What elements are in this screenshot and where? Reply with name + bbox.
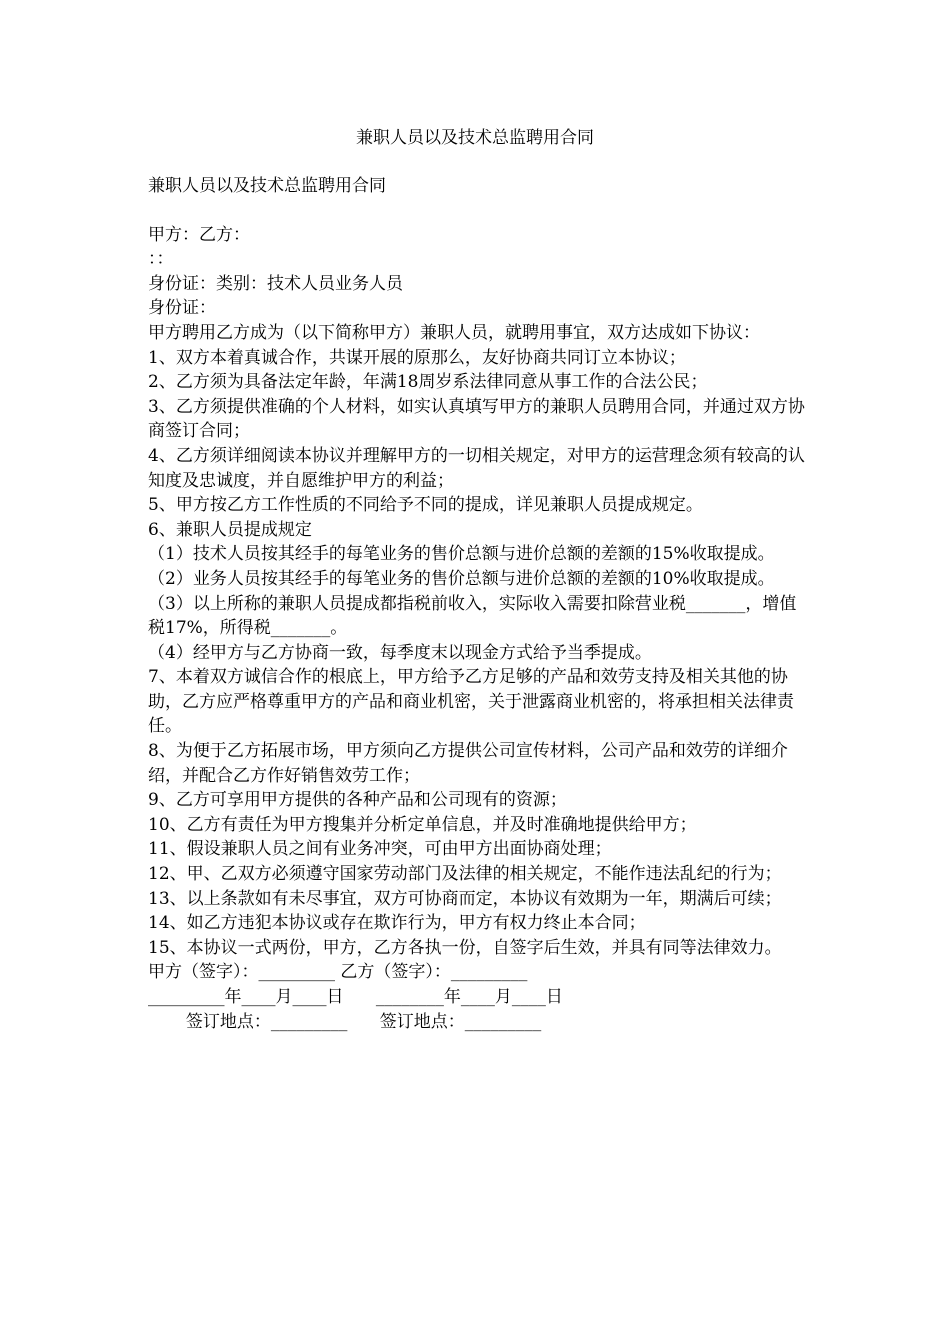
signing-place-line: 签订地点：_________ 签订地点：_________ <box>148 1011 542 1032</box>
id-category-line: 身份证：类别：技术人员业务人员 <box>148 273 403 294</box>
clause-14: 14、如乙方违犯本协议或存在欺诈行为，甲方有权力终止本合同； <box>148 913 646 934</box>
document-title: 兼职人员以及技术总监聘用合同 <box>356 128 594 148</box>
document-subtitle: 兼职人员以及技术总监聘用合同 <box>148 176 386 196</box>
clause-8: 8、为便于乙方拓展市场，甲方须向乙方提供公司宣传材料，公司产品和效劳的详细介绍，并配合乙方作好销售效劳工作； <box>148 741 788 786</box>
clause-6-1: （1）技术人员按其经手的每笔业务的售价总额与进价总额的差额的15%收取提成。 <box>148 544 775 565</box>
clause-6-4: （4）经甲方与乙方协商一致，每季度末以现金方式给予当季提成。 <box>148 642 652 663</box>
clause-6-2: （2）业务人员按其经手的每笔业务的售价总额与进价总额的差额的10%收取提成。 <box>148 568 775 589</box>
party-line: 甲方：乙方： <box>148 224 250 245</box>
date-line: _________年____月____日 ________年____月____日 <box>148 987 563 1007</box>
clause-3: 3、乙方须提供准确的个人材料，如实认真填写甲方的兼职人员聘用合同，并通过双方协商签订合同； <box>148 396 805 442</box>
clause-1: 1、双方本着真诚合作，共谋开展的原那么，友好协商共同订立本协议； <box>148 347 686 368</box>
clause-2: 2、乙方须为具备法定年龄，年满18周岁系法律同意从事工作的合法公民； <box>148 372 708 393</box>
clause-6-3: （3）以上所称的兼职人员提成都指税前收入，实际收入需要扣除营业税_______，增值税17%，所得税_______。 <box>148 593 797 639</box>
clause-11: 11、假设兼职人员之间有业务冲突，可由甲方出面协商处理； <box>148 839 612 860</box>
clause-7: 7、本着双方诚信合作的根底上，甲方给予乙方足够的产品和效劳支持及相关其他的协助，乙方应严格尊重甲方的产品和商业机密，关于泄露商业机密的，将承担相关法律责任。 <box>148 667 794 737</box>
clause-4: 4、乙方须详细阅读本协议并理解甲方的一切相关规定，对甲方的运营理念须有较高的认知度及忠诚度，并自愿维护甲方的利益； <box>148 445 805 491</box>
clause-13: 13、以上条款如有未尽事宜，双方可协商而定，本协议有效期为一年，期满后可续； <box>148 888 782 909</box>
document-body <box>148 174 808 1034</box>
clause-6: 6、兼职人员提成规定 <box>148 519 312 540</box>
id-line: 身份证： <box>148 298 216 319</box>
intro-paragraph: 甲方聘用乙方成为（以下简称甲方）兼职人员，就聘用事宜，双方达成如下协议： <box>148 322 760 343</box>
blank-line <box>148 199 808 223</box>
clause-9: 9、乙方可享用甲方提供的各种产品和公司现有的资源； <box>148 790 567 811</box>
signature-line: 甲方（签字）：_________ 乙方（签字）：_________ <box>148 962 528 983</box>
clause-10: 10、乙方有责任为甲方搜集并分析定单信息，并及时准确地提供给甲方； <box>148 814 697 835</box>
clause-12: 12、甲、乙双方必须遵守国家劳动部门及法律的相关规定，不能作违法乱纪的行为； <box>148 864 782 885</box>
colon-line: ：： <box>148 249 174 270</box>
clause-15: 15、本协议一式两份，甲方，乙方各执一份，自签字后生效，并具有同等法律效力。 <box>148 937 782 958</box>
clause-5: 5、甲方按乙方工作性质的不同给予不同的提成，详见兼职人员提成规定。 <box>148 495 703 516</box>
